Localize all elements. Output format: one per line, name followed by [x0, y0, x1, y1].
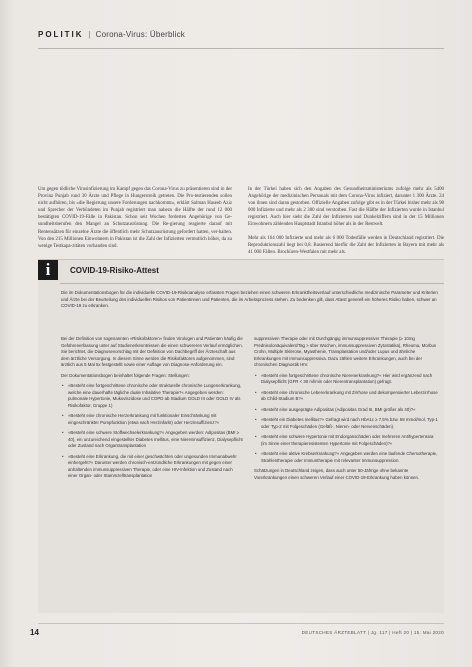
- box-closing-paragraph: Schätzungen in Deutschland zeigen, dass auch unter 50-Jährige ohne bekannte Vorerkrankungen einen schweren Verlauf einer COVID-19-Erkrankung haben können.: [254, 468, 420, 480]
- info-icon: i: [38, 260, 58, 280]
- box-paragraph: Bei der Definition von sogenannten »Risikofaktoren« finden Virologen und Patienten häufig die Gefahrenerfassung unter auf Studienerkenntnissen die einen schwereren Verlauf ermöglichen. Sie berichtet, die Diagnosevorschlag mit der Definition von Dachbegriff der Ärzteschaft aus dem ärztliche Versorgung. In diesem Sinne werden die Risikofaktoren aufgenommen, sind ärztlich aus 5 Mal 5x festgestellt sowie einer Auflage von Diagnose-Anforderung ein.: [61, 336, 243, 367]
- header-rule: [38, 48, 444, 49]
- list-item: • »Besteht eine Erkrankung, die mit einer geschwächten oder ungesunden Immunabwehr einhergeht?« Darunter werden chronisch-entzündliche Erkrankungen mit gegen einer anhaltenden immunsuppressiven Therapie, oder eine HIV-Infektion und Zustand nach einer Organ- oder Stammzelltransplantation: [68, 454, 243, 480]
- list-item: • »Besteht eine chronische Herzerkrankung mit funktionaler Einschränkung mit eingeschränkter Pumpfunktion (etwa nach Herzinfarkt) oder Herzinsuffizienz?«: [68, 413, 243, 426]
- page-header: [38, 30, 185, 39]
- page-number: 14: [30, 628, 39, 637]
- list-item: • »Besteht eine fortgeschrittene chronische oder strukturelle chronische Lungenerkrankung, welche eine dauerhafte tägliche duale Inhalative Therapie?« Angegeben werden: pulmonale Hypertonie, Mukoviszidose und COPD ab Stadium GOLD III oder GOLD IV als Risikofaktor, Gruppe 1): [68, 383, 243, 409]
- header-separator: |: [88, 30, 91, 39]
- article-left-column: [38, 186, 232, 256]
- list-item: • »Besteht eine ausgeprägte Adipositas (Adipositas Grad III, BMI größer als 40)?«: [261, 407, 440, 414]
- box-left-column: [61, 336, 243, 484]
- list-item: • »Besteht ein Diabetes mellitus?« Gefragt wird nach HbA1c ≥ 7,5% bzw. 58 mmol/mol, Typ-1 oder Typ-2 mit Folgeschäden (Gefäß-, Nieren- oder Nervenschäden).: [261, 417, 440, 430]
- list-item: • »Besteht eine schwere Hypertonie mit Endorganschäden oder mehreren Antihypertensiva (im Sinne einer therapieresistenten Hypertonie mit Folgeschäden)?«: [261, 434, 440, 447]
- box-paragraph: Der Dokumentationsbogen beinhaltet folgende Fragen: Stellungen:: [61, 372, 190, 378]
- list-item: • »Besteht eine fortgeschrittene chronische Nierenerkrankung?« Hier wird ergänzend nach Dialysepflicht (GFR < 30 ml/min oder Nierentransplantation) gefragt.: [261, 373, 440, 386]
- list-item: • »Besteht eine chronische Lebererkrankung mit Zirrhose und dekompensierter Leberzirrhose ab Child-Stadium B?«: [261, 390, 440, 403]
- article-right-column: [248, 186, 444, 262]
- footer-rule: [38, 623, 444, 624]
- info-box: [38, 259, 444, 613]
- box-title: COVID-19-Risiko-Attest: [70, 266, 159, 275]
- box-title-rule: [60, 283, 444, 284]
- article-paragraph: Um gegen tödliche Virusinfizierung im Kampf gegen das Corona-Virus zu präsentieren sind in der Provinz Punjab rund 30 Ärzte und Pflege in Hungerstreik getreten. Die Pro-testierenden sollen nicht aufhören, bis »die Regierung unsere Forderungen nachkommt«, erklärt Salman Haseeb Aziz und Sprecher der Verbündeten im Punjab registriert man nahezu die Hälfte der rund 12 000 bestätigten COVID-19-Fälle in Pakistan. Schon seit Wochen forderten Angehörige von Ge-sundheitsberufen den Mangel an Schutzausrüstung. Die Re-gierung reagierte darauf mit Rentensätzen für einzelne Ärzte die öffentlich mehr Schutzausrüstung gefordert hatten, ver-halten. Von den 215 Millionen Einwohnern in Pakistan ist die Zahl der Infizierten vermutlich höher, da zu wenige Testkapa-zitäten vorhanden sind.: [38, 187, 232, 249]
- article-paragraph: In der Türkei haben sich den Angaben des Gesundheitsministeriums zufolge mehr als 5400 Angehörige der medizinischen Personals mit dem Corona-Virus infiziert, darunter 1 300 Ärzte. 24 von ihnen sind daran gestorben. Offizielle Angaben zufolge gibt es in der Türkei bisher mehr als 98 000 Infizierte und mehr als 2 300 sind verstorben. Fast die Hälfte der Infizierten wurde in Istanbul registriert. Auch hier sieht die Zahl der Infizierten und Dunkelziffern sind in der 15 Millionen Einwohnern zählenden Hauptstadt Istanbul höher als in der Restwelt.: [248, 187, 444, 228]
- box-intro: Die im Dokumentationsbogen für die individuelle COVID-19-Risikoanalyse erfassten Fragen beziehen einen schweren Erkranktheitsverlauf unterschiedliche medizinische Parameter und Kriterien und Ärzte bei der Beurteilung des individuellen Risikos von Patientinnen und Patienten, die im Arbeitsprozess stehen. Zu bedenken gilt, dass Attest generell ein höheres Risiko haben, schwer an COVID-19 zu erkranken.: [61, 290, 438, 309]
- box-right-column: [254, 336, 440, 485]
- criteria-list: [254, 373, 440, 465]
- footer-publication-info: DEUTSCHES ÄRZTEBLATT | Jg. 117 | Heft 20 | 15. Mai 2020: [301, 630, 444, 635]
- criteria-list: [61, 383, 243, 480]
- list-item: • »Besteht eine schwere Stoffwechselerkrankung?« Angegeben werden: Adipositas (BMI ≥ 40), ein unzureichend eingestellter Diabetes mellitus, eine Niereninsuffizienz, Dialysepflicht oder Zustand nach Organtransplantation: [68, 430, 243, 450]
- article-paragraph: Mehr als 164 000 Infizierte und mehr als 6 000 Todesfälle werden in Deutschland registriert. Die Reproduktionszahl liegt bei 0,8. Basierend hierfür die Zahl der Infizierten in Bayern mit mehr als 41 000 Fällen. Brochüren-Westfalen mit mehr als.: [248, 235, 444, 255]
- topic-label: Corona-Virus: Überblick: [95, 30, 185, 39]
- section-label: POLITIK: [38, 30, 84, 39]
- list-item: • »Besteht eine aktive Krebserkrankung?« Angegeben werden eine laufende Chemotherapie, Strahlentherapie oder Immuntherapie mit relevanter Immunsuppression.: [261, 451, 440, 464]
- box-paragraph: suppressiven Therapie oder mit Durchgängig immunsuppressiver Therapie (≥ 10mg Prednisolonäquivalent/Tag > über Wochen, immunsuppressiven Zytostatika), Rheuma, Morbus Crohn, Multiple Sklerose, Myasthenie, Transplantation und/oder Lupus und ähnliche Erkrankungen mit Immunsuppressiva. Dazu zählen weitere Erkrankungen, auch bei der chronischen Diagnostik HIV.: [254, 336, 437, 367]
